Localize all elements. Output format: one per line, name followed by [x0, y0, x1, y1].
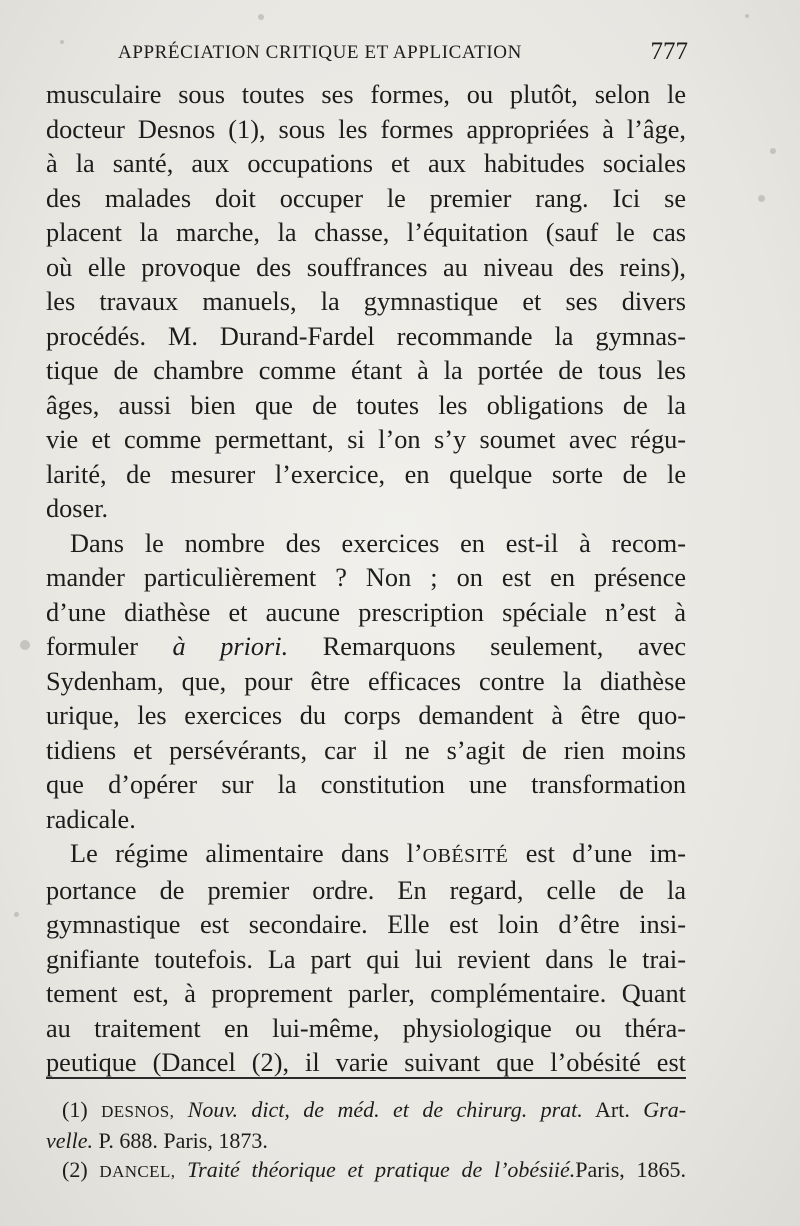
text-line: docteur Desnos (1), sous les formes appropriées à l’âge, [46, 114, 686, 144]
text-line [46, 837, 686, 874]
text-line: où elle provoque des souffrances au niveau des reins), [46, 252, 686, 282]
text-line: procédés. M. Durand-Fardel recommande la gymnas- [46, 321, 686, 351]
paper-speck [758, 195, 765, 202]
text-fragment: formuler [46, 632, 139, 661]
footnote-marker: (1) [62, 1097, 88, 1122]
footnote-marker: (2) [62, 1157, 88, 1182]
text-line [46, 630, 686, 665]
text-line: d’une diathèse et aucune prescription spéciale n’est à [46, 597, 686, 627]
text-fragment: est d’une im- [525, 839, 686, 868]
paper-speck [745, 14, 749, 18]
text-line: gymnastique est secondaire. Elle est loin d’être insi- [46, 910, 686, 939]
paper-speck [20, 640, 30, 650]
text-line: gnifiante toutefois. La part qui lui revient dans le trai- [46, 944, 686, 974]
text-line: tique de chambre comme étant à la portée de tous les [46, 356, 686, 385]
paper-speck [770, 148, 776, 154]
footnote-rule [46, 1077, 686, 1079]
footnote-2 [46, 1155, 686, 1186]
text-line: les travaux manuels, la gymnastique et ses divers [46, 287, 686, 316]
text-line: larité, de mesurer l’exercice, en quelque sorte de le [46, 459, 686, 489]
text-line: des malades doit occuper le premier rang. Ici se [46, 183, 686, 213]
text-line: doser. [46, 494, 109, 523]
text-line: mander particulièrement ? Non ; on est en présence [46, 563, 686, 592]
text-line: radicale. [46, 804, 136, 834]
text-line: Sydenham, que, pour être efficaces contre la diathèse [46, 666, 686, 696]
italic-phrase: à priori. [172, 632, 289, 661]
paper-speck [60, 40, 64, 44]
footnote-text: P. 688. Paris, 1873. [98, 1128, 268, 1153]
footnote-title: Gra- [643, 1097, 687, 1122]
running-head: APPRÉCIATION CRITIQUE ET APPLICATION [118, 42, 522, 63]
page-header [118, 38, 688, 72]
text-line: tidiens et persévérants, car il ne s’agit de rien moins [46, 735, 686, 765]
text-line: peutique (Dancel (2), il varie suivant que l’obésité est [46, 1048, 686, 1077]
footnote-title: Traité théorique et pratique de l’obésiié. [187, 1157, 576, 1182]
text-fragment: Le régime alimentaire dans l’ [70, 839, 423, 868]
footnotes [46, 1095, 686, 1186]
footnote-text: Art. [595, 1097, 630, 1122]
text-line: âges, aussi bien que de toutes les obligations de la [46, 390, 686, 420]
footnote-title: velle. [46, 1128, 94, 1153]
text-line: tement est, à proprement parler, complémentaire. Quant [46, 979, 686, 1008]
footnote-1-continued [46, 1126, 686, 1155]
footnote-author: DESNOS, [101, 1102, 175, 1121]
paper-speck [14, 912, 19, 917]
footnote-author: DANCEL, [99, 1162, 176, 1181]
text-line: musculaire sous toutes ses formes, ou plutôt, selon le [46, 80, 686, 109]
text-line: vie et comme permettant, si l’on s’y soumet avec régu- [46, 425, 686, 454]
text-line: à la santé, aux occupations et aux habitudes sociales [46, 149, 686, 178]
footnote-text: Paris, 1865. [575, 1157, 686, 1182]
text-line: Dans le nombre des exercices en est-il à recom- [70, 528, 686, 558]
text-line: au traitement en lui-même, physiologique ou théra- [46, 1013, 686, 1043]
paper-speck [258, 14, 264, 20]
footnote-1 [46, 1095, 686, 1126]
small-caps-term: OBÉSITÉ [422, 845, 509, 867]
text-line: placent la marche, la chasse, l’équitation (sauf le cas [46, 218, 686, 247]
text-line: urique, les exercices du corps demandent à être quo- [46, 701, 686, 730]
page-number: 777 [650, 38, 688, 65]
text-fragment: Remarquons seulement, avec [322, 632, 687, 661]
text-line: que d’opérer sur la constitution une transformation [46, 770, 686, 799]
footnote-title: Nouv. dict, de méd. et de chirurg. prat. [187, 1097, 583, 1122]
body-text [46, 78, 686, 1081]
text-line: portance de premier ordre. En regard, celle de la [46, 875, 686, 905]
